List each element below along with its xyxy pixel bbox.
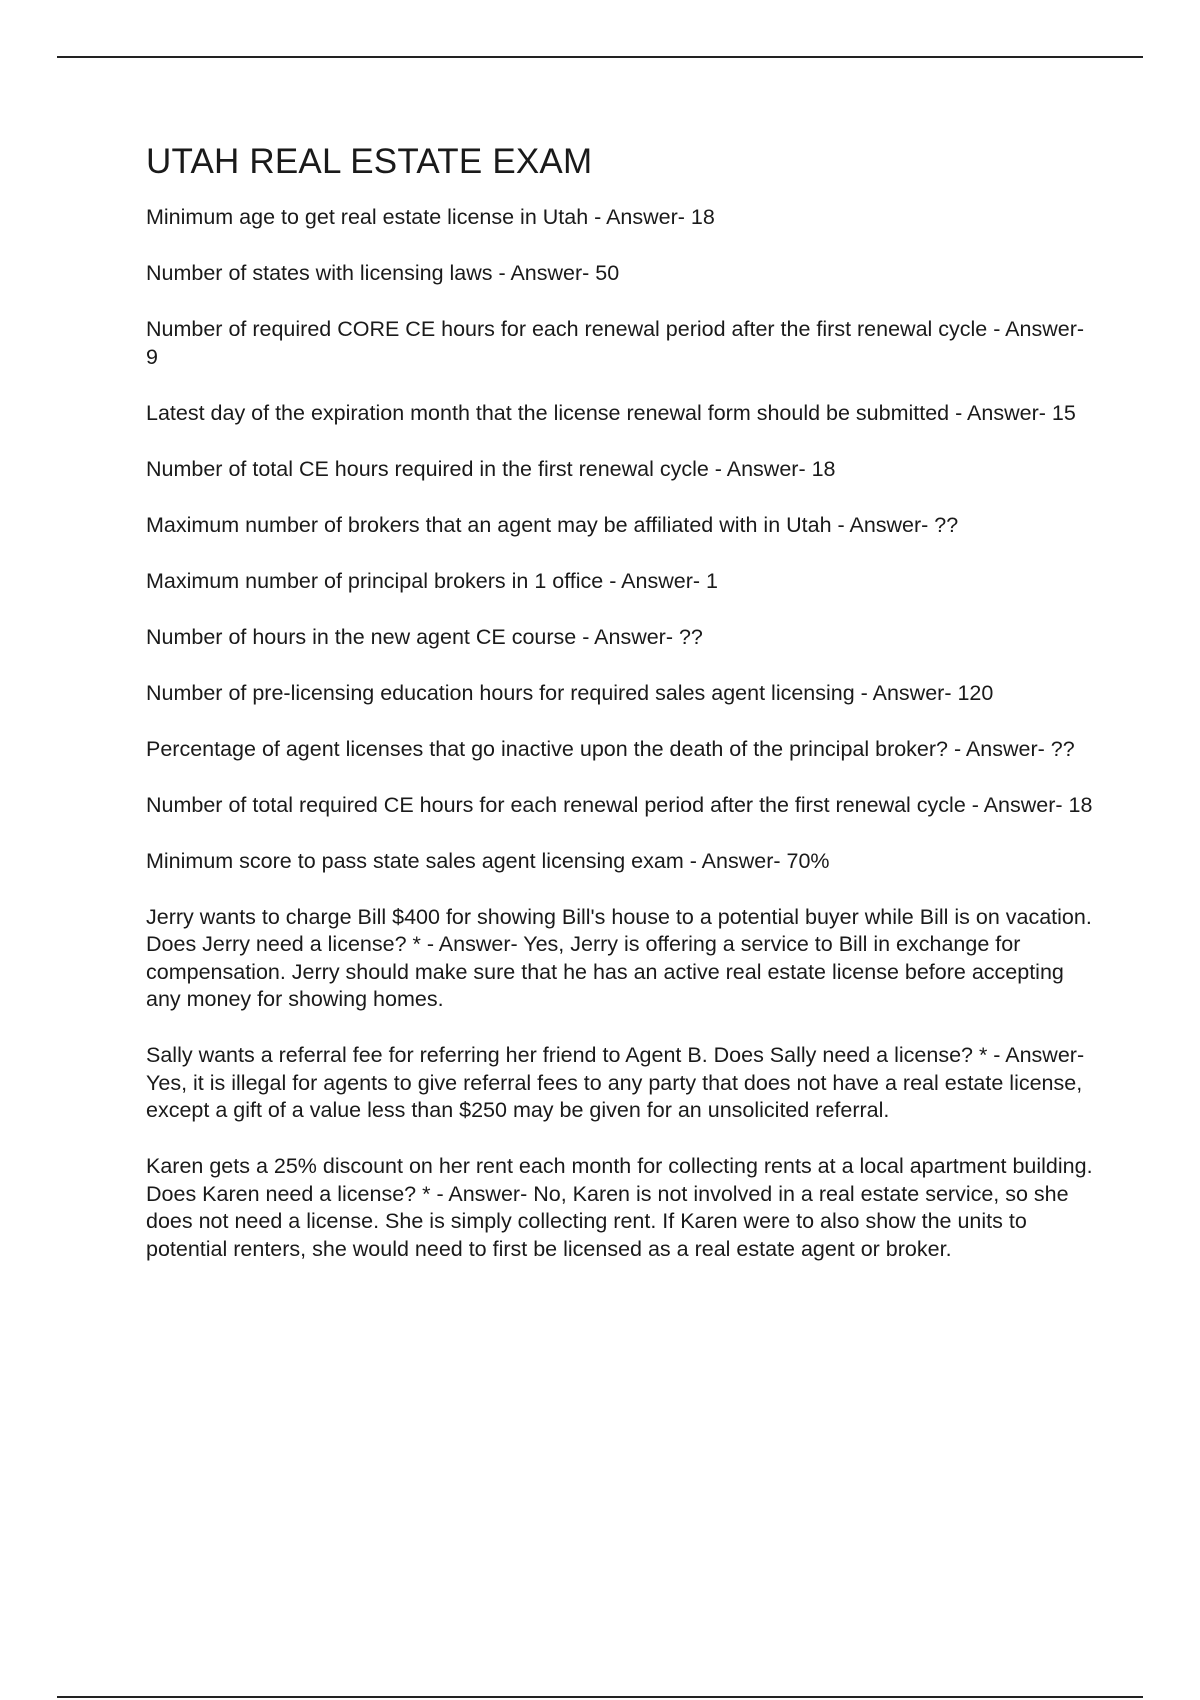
qa-item: Maximum number of principal brokers in 1 office - Answer- 1 <box>146 568 718 593</box>
qa-item: Minimum score to pass state sales agent licensing exam - Answer- 70% <box>146 848 830 873</box>
bottom-divider <box>57 1696 1143 1698</box>
qa-item: Number of total required CE hours for each renewal period after the first renewal cycle - Answer- 18 <box>146 792 1093 817</box>
qa-item: Minimum age to get real estate license in Utah - Answer- 18 <box>146 205 715 229</box>
qa-item: Number of states with licensing laws - Answer- 50 <box>146 261 620 285</box>
qa-list <box>146 204 1096 1263</box>
qa-item: Number of hours in the new agent CE course - Answer- ?? <box>146 624 703 649</box>
qa-item: Number of pre-licensing education hours for required sales agent licensing - Answer- 120 <box>146 680 994 705</box>
document-body <box>146 142 1096 1292</box>
qa-item: Sally wants a referral fee for referring her friend to Agent B. Does Sally need a license? * - Answer- Yes, it is illegal for agents to give referral fees to any party that does not have a real estate license, except a gift of a value less than $250 may be given for an unsolicited referral. <box>146 1043 1085 1122</box>
top-divider <box>57 56 1143 58</box>
qa-item: Latest day of the expiration month that the license renewal form should be submitted - Answer- 15 <box>146 400 1076 425</box>
qa-item: Maximum number of brokers that an agent may be affiliated with in Utah - Answer- ?? <box>146 512 959 537</box>
qa-item: Jerry wants to charge Bill $400 for showing Bill's house to a potential buyer while Bill is on vacation. Does Jerry need a license? * - Answer- Yes, Jerry is offering a service to Bill in exchange for compensation. Jerry should make sure that he has an active real estate license before accepting any money for showing homes. <box>146 904 1092 1011</box>
qa-item: Number of total CE hours required in the first renewal cycle - Answer- 18 <box>146 456 836 481</box>
document-title: UTAH REAL ESTATE EXAM <box>146 142 593 181</box>
qa-item: Number of required CORE CE hours for each renewal period after the first renewal cycle - Answer- 9 <box>146 317 1085 369</box>
qa-item: Percentage of agent licenses that go inactive upon the death of the principal broker? - Answer- ?? <box>146 736 1075 761</box>
qa-item: Karen gets a 25% discount on her rent each month for collecting rents at a local apartment building. Does Karen need a license? * - Answer- No, Karen is not involved in a real estate service, so she does not need a license. She is simply collecting rent. If Karen were to also show the units to potential renters, she would need to first be licensed as a real estate agent or broker. <box>146 1154 1093 1261</box>
